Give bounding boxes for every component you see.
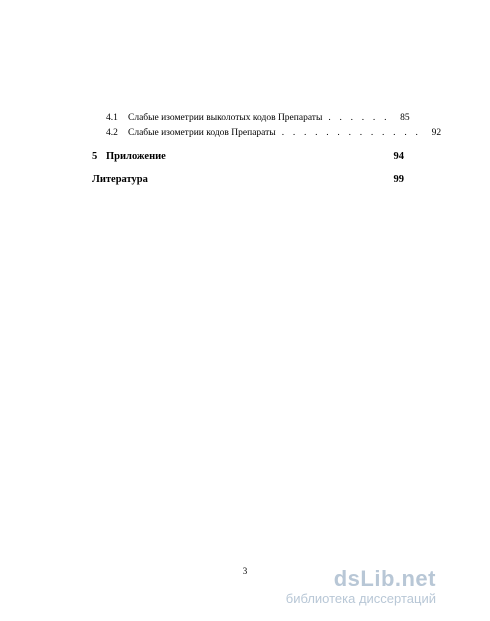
- toc-chapter-title: Литература: [92, 174, 148, 185]
- toc-entry-page: 92: [431, 128, 442, 138]
- watermark: [286, 567, 436, 607]
- toc-entry-number: 4.1: [106, 113, 118, 123]
- watermark-logo: dsLib.net: [333, 566, 436, 591]
- toc-chapter-page: 94: [393, 151, 404, 162]
- watermark-subtitle: библиотека диссертаций: [285, 591, 436, 606]
- toc-chapter-number: 5: [92, 151, 98, 162]
- page-number: 3: [242, 566, 248, 576]
- toc-chapter-title: Приложение: [106, 151, 166, 162]
- toc-entry-number: 4.2: [106, 128, 118, 138]
- toc-dot-leader: . . . . . . . . . . . . .: [281, 128, 422, 138]
- toc-chapter-page: 99: [393, 174, 404, 185]
- toc-entry-4-2[interactable]: [92, 128, 442, 138]
- toc-dot-leader: . . . . . .: [328, 113, 390, 123]
- toc-entry-page: 85: [400, 113, 410, 123]
- toc-entry-title: Слабые изометрии выколотых кодов Препараты: [128, 113, 323, 123]
- toc-chapter-5[interactable]: [92, 151, 404, 162]
- toc-bibliography[interactable]: [92, 174, 404, 185]
- toc-entry-4-1[interactable]: [92, 113, 410, 123]
- toc-entry-title: Слабые изометрии кодов Препараты: [128, 128, 276, 138]
